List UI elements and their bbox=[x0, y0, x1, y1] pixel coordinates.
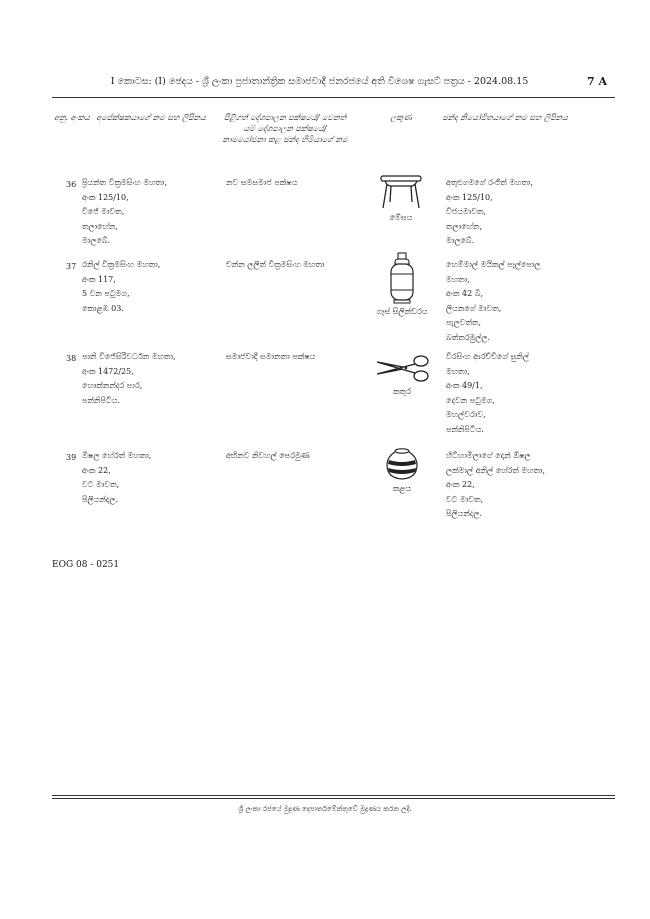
candidate-address: ඕෂල හේරත් මහතා, අංක 22, වට මාවත, පිලියන්දල. bbox=[82, 451, 152, 504]
footer-rule-bottom bbox=[52, 798, 615, 799]
symbol bbox=[366, 447, 438, 494]
agent-address: වීරසිංහ ආරච්චිගේ සුනිල් මහතා, අංක 49/1, දෙවන පටුමග, මහල්වරාව, පන්නිපිටිය. bbox=[446, 352, 529, 434]
row-number: 38 bbox=[66, 354, 77, 363]
party-name: සමාජවාදී සමානතා පක්ෂය bbox=[226, 352, 316, 361]
printer-note: ශ්‍රී ලංකා රජයේ මුද්‍රණ දෙපාර්තමේන්තුවේ මුද්‍රණය කරන ලදී. bbox=[238, 805, 412, 813]
col-header-no: අනු. අංකය bbox=[54, 113, 90, 122]
table-icon bbox=[377, 172, 425, 210]
document-code: EOG 08 - 0251 bbox=[52, 560, 120, 570]
gas-cylinder-icon bbox=[387, 252, 417, 304]
agent-address: හිටිහාමිලාගේ දොන් ඕෂල ලක්මාල් අනිල් හේරත් මහතා, අංක 22, වට මාවත, පිලියන්දල. bbox=[446, 451, 546, 518]
col-header-symbol: ලකුණ bbox=[390, 113, 412, 122]
agent-address: හෙම්මාල් මයිකල් පෑල්පොල මහතා, අංක 42 බී, ලියනගේ මාවත, පැලවත්ත, බත්තරමුල්ල. bbox=[446, 260, 541, 342]
row-number: 37 bbox=[66, 262, 77, 271]
footer-rule-top bbox=[52, 795, 615, 796]
symbol-label: කතුර bbox=[393, 387, 411, 396]
symbol bbox=[370, 172, 432, 223]
row-number: 39 bbox=[66, 453, 77, 462]
pot-icon bbox=[385, 447, 419, 481]
candidate-address: පානි විජේසිරිවර්ධන මහතා, අංක 1472/25, හොක්නන්දර පාර, පන්නිපිටිය. bbox=[82, 352, 176, 405]
gazette-header bbox=[62, 76, 607, 87]
party-name: නව සමසමාජ පක්ෂය bbox=[226, 178, 298, 187]
symbol-label: කළය bbox=[392, 484, 412, 493]
header-rule bbox=[52, 97, 615, 98]
page-number: 7 A bbox=[586, 75, 607, 88]
candidate-address: ප්‍රියන්ත වික්‍රමසිංහ මහතා, අංක 125/10, විජේ මාවත, තලාහේන, මාලබේ. bbox=[82, 178, 168, 245]
col-header-agent: ඡන්ද නියෝජිතයාගේ නම සහ ලිපිනය bbox=[442, 113, 568, 122]
scissors-icon bbox=[373, 352, 431, 384]
symbol-label: මේසය bbox=[389, 213, 413, 222]
row-number: 36 bbox=[66, 180, 77, 189]
symbol bbox=[366, 352, 438, 397]
col-header-candidate: අපේක්ෂකයාගේ නම සහ ලිපිනය bbox=[96, 113, 206, 122]
party-name: අභිනව නිවහල් පෙරමුණ bbox=[226, 451, 310, 460]
party-name: චන්න ලලිත් වික්‍රමසිංහ මහතා bbox=[226, 260, 325, 269]
symbol bbox=[366, 252, 438, 317]
agent-address: අතුළුගමගේ රංජිත් මහතා, අංක 125/10, විජයමාවත, තලාහේන, මාලබේ. bbox=[446, 178, 534, 245]
col-header-party: පිළිගත් දේශපාලන පක්ෂයේ/ වෙනත් යම් දේශපාලන පක්ෂයේ/ නාමයෝජනා කළ ඡන්ද හිමියාගේ නම bbox=[222, 113, 348, 144]
symbol-label: ගෑස් සිලින්ඩරය bbox=[376, 307, 428, 316]
candidate-address: රනිල් වික්‍රමසිංහ මහතා, අංක 117, 5 වන පටුමග, කොළඹ 03. bbox=[82, 260, 161, 313]
gazette-title: I කොටස: (I) ඡෙදය - ශ්‍රී ලංකා ප්‍රජාතාන්ත්‍රික සමාජවාදී ජනරජයේ අති විශෙෂ ගැසට් පත්‍රය - 2024.08.15 bbox=[110, 76, 529, 87]
